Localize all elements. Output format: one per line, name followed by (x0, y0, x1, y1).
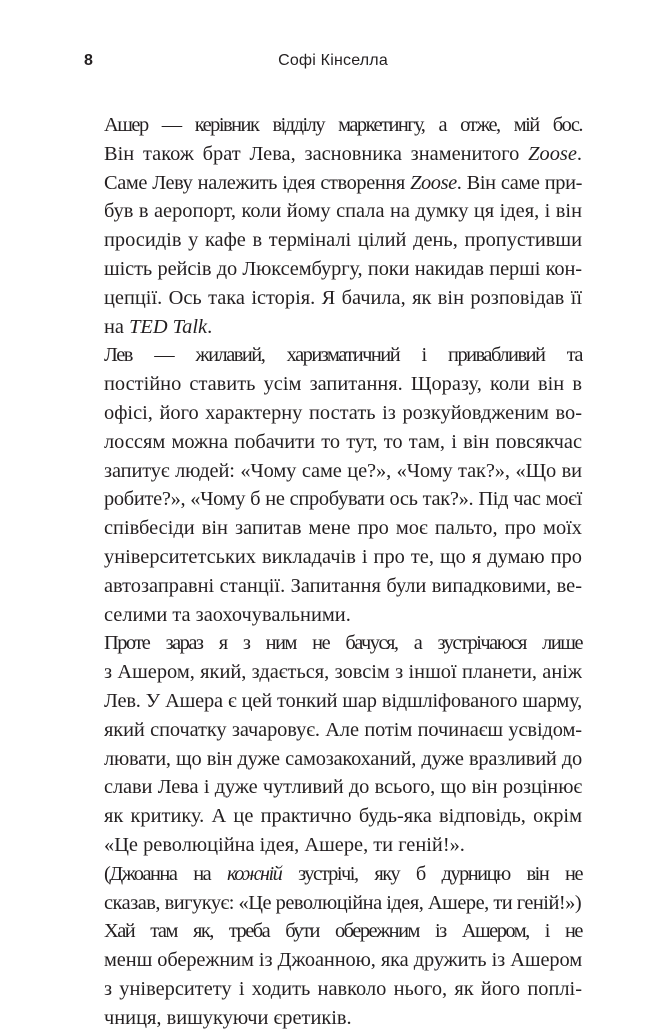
text-line (84, 111, 582, 140)
text-run: Лев. У Ашера є цей тонкий шар відшліфованого шарму, (104, 689, 582, 712)
text-line (84, 889, 582, 918)
italic-text: кожній (226, 862, 282, 885)
text-line (84, 140, 582, 169)
text-line (84, 1004, 582, 1033)
text-run: цепції. Ось така історія. Я бачила, як він розповідав її (104, 286, 582, 309)
text-line (84, 687, 582, 716)
text-line (84, 457, 582, 486)
text-line (84, 601, 582, 630)
text-run: просидів у кафе в терміналі цілий день, пропустивши (104, 229, 582, 252)
text-run: . (576, 142, 582, 165)
text-line (84, 917, 582, 946)
text-run: який спочатку зачаровує. Але потім починаєш усвідом- (104, 718, 582, 741)
text-line (84, 284, 582, 313)
text-run: слави Лева і дуже чутливий до всього, що він розцінює (104, 776, 582, 799)
text-line (84, 428, 582, 457)
text-line (84, 514, 582, 543)
text-run: робите?», «Чому б не спробувати ось так?». Під час моєї (104, 488, 582, 511)
page-number: 8 (84, 52, 93, 69)
text-run: постійно ставить усім запитання. Щоразу, коли він в (104, 373, 582, 396)
text-run: з університету і ходить навколо нього, як його поплі- (104, 977, 582, 1000)
text-line (84, 802, 582, 831)
text-run: університетських викладачів і про те, що я думаю про (104, 545, 582, 568)
text-run: автозаправні станції. Запитання були випадковими, ве- (104, 574, 582, 597)
text-run: чниця, вишукуючи єретиків. (104, 1006, 352, 1029)
text-run: з Ашером, який, здається, зовсім з іншої планети, аніж (104, 661, 582, 684)
text-line (84, 629, 582, 658)
text-line (84, 773, 582, 802)
italic-text: TED Talk (129, 315, 208, 338)
text-line (84, 572, 582, 601)
text-line (84, 485, 582, 514)
text-line (84, 716, 582, 745)
italic-text: Zoose (410, 171, 457, 194)
text-run: запитує людей: «Чому саме це?», «Чому так?», «Що ви (104, 459, 582, 482)
running-head-author: Софі Кінселла (278, 52, 388, 69)
text-line (84, 399, 582, 428)
text-run: співбесіди він запитав мене про моє пальто, про моїх (104, 517, 582, 540)
text-run: «Це революційна ідея, Ашере, ти геній!». (104, 833, 465, 856)
text-run: лювати, що він дуже самозакоханий, дуже вразливий до (104, 747, 582, 770)
text-run: менш обережним із Джоанною, яка дружить із Ашером (104, 949, 582, 972)
text-line (84, 255, 582, 284)
paragraph (84, 860, 582, 918)
text-line (84, 370, 582, 399)
text-run: на (104, 315, 130, 338)
text-run: Ашер — керівник відділу маркетингу, а отже, мій бос. (104, 114, 582, 136)
text-run: Хай там як, треба бути обережним із Ашером, і не (104, 920, 582, 943)
text-line (84, 197, 582, 226)
text-line (84, 975, 582, 1004)
paragraph (84, 111, 582, 341)
paragraph (84, 917, 582, 1032)
italic-text: Zoose (528, 142, 577, 165)
text-line (84, 946, 582, 975)
text-line (84, 745, 582, 774)
text-line (84, 226, 582, 255)
text-line (84, 658, 582, 687)
text-run: шість рейсів до Люксембургу, поки накидав перші кон- (104, 257, 582, 280)
text-line (84, 341, 582, 370)
text-run: селими та заохочувальними. (104, 603, 351, 626)
text-run: . Він саме при- (456, 171, 582, 194)
text-run: сказав, вигукує: «Це революційна ідея, Ашере, ти геній!») (104, 891, 582, 914)
text-run: (Джоанна на (104, 862, 227, 885)
text-run: був в аеропорт, коли йому спала на думку ця ідея, і він (104, 200, 582, 223)
page-header (84, 52, 582, 76)
paragraph (84, 629, 582, 859)
paragraph (84, 341, 582, 629)
body-text (84, 111, 582, 1033)
text-run: Він також брат Лева, засновника знаменитого (104, 142, 529, 165)
text-line (84, 313, 582, 342)
text-line (84, 543, 582, 572)
text-line (84, 169, 582, 198)
text-run: Саме Леву належить ідея створення (104, 171, 411, 194)
text-run: Проте зараз я з ним не бачуся, а зустрічаюся лише (104, 632, 582, 655)
text-run: офісі, його характерну постать із розкуйовдженим во- (104, 401, 582, 424)
text-line (84, 860, 582, 889)
text-line (84, 831, 582, 860)
text-run: . (207, 315, 213, 338)
text-run: лоссям можна побачити то тут, то там, і він повсякчас (104, 430, 582, 453)
text-run: зустрічі, яку б дурницю він не (281, 862, 582, 885)
text-run: Лев — жилавий, харизматичний і привабливий та (104, 344, 582, 367)
text-run: як критику. А це практично будь-яка відповідь, окрім (104, 805, 582, 828)
